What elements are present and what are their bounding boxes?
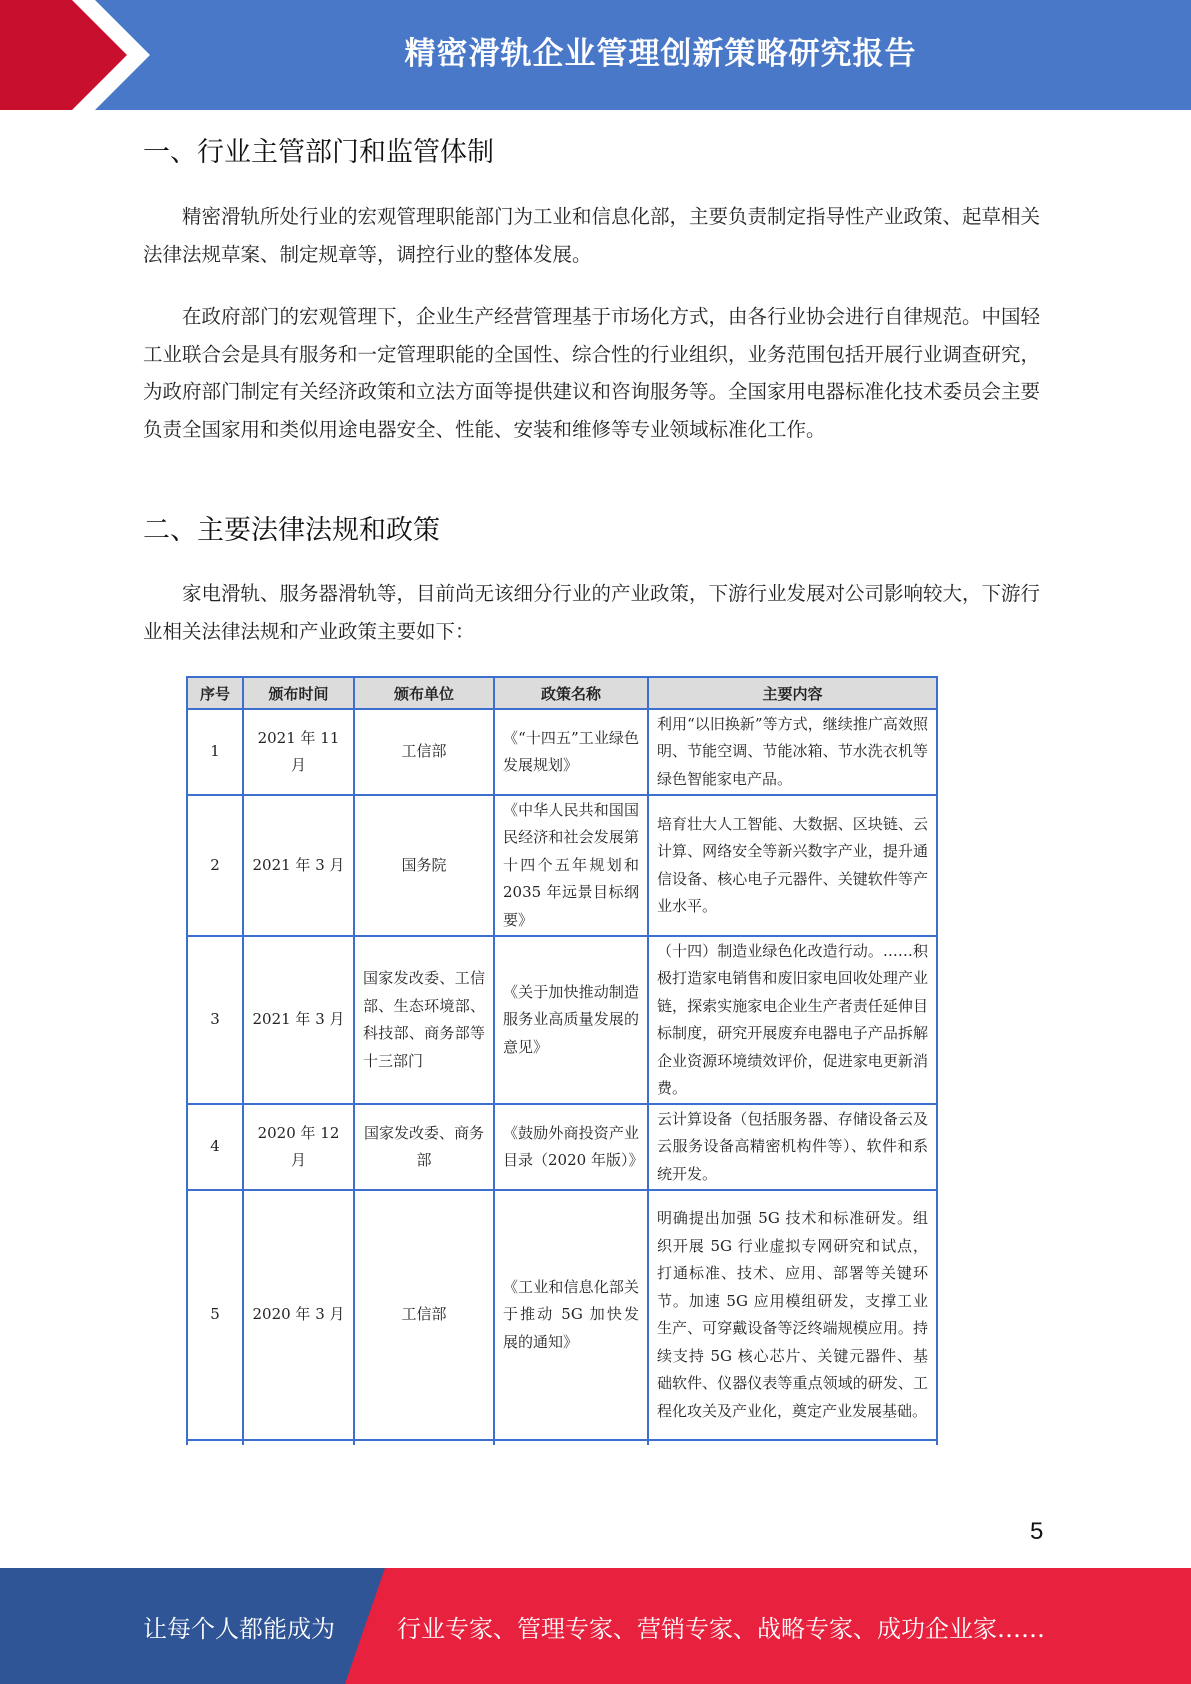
footer-slogan-right: 行业专家、管理专家、营销专家、战略专家、成功企业家…… <box>397 1614 1045 1643</box>
table-row <box>187 795 937 936</box>
cell-policy: 《“十四五”工业绿色发展规划》 <box>494 709 648 795</box>
footer-slogan-left: 让每个人都能成为 <box>143 1614 335 1643</box>
policy-table <box>186 676 938 1445</box>
section-heading-1: 一、行业主管部门和监管体制 <box>143 137 494 168</box>
section-1-paragraph-2: 在政府部门的宏观管理下，企业生产经营管理基于市场化方式，由各行业协会进行自律规范。中国轻工业联合会是具有服务和一定管理职能的全国性、综合性的行业组织，业务范围包括开展行业调查研究，为政府部门制定有关经济政策和立法方面等提供建议和咨询服务等。全国家用电器标准化技术委员会主要负责全国家用和类似用途电器安全、性能、安装和维修等专业领域标准化工作。 <box>143 305 1041 441</box>
page-number: 5 <box>1030 1518 1044 1545</box>
cell-index: 4 <box>187 1104 243 1190</box>
page-footer <box>0 1568 1191 1684</box>
cell-issuer: 国家发改委、工信部、生态环境部、科技部、商务部等十三部门 <box>354 936 494 1104</box>
cell-date: 2021 年 11 月 <box>243 709 354 795</box>
cell-policy: 《中华人民共和国国民经济和社会发展第十四个五年规划和 2035 年远景目标纲要》 <box>494 795 648 936</box>
red-arrow-icon <box>0 0 160 110</box>
cell-content: 培育壮大人工智能、大数据、区块链、云计算、网络安全等新兴数字产业，提升通信设备、核心电子元器件、关键软件等产业水平。 <box>648 795 937 936</box>
cell-content: 云计算设备（包括服务器、存储设备云及云服务设备高精密机构件等）、软件和系统开发。 <box>648 1104 937 1190</box>
section-2-paragraph-1: 家电滑轨、服务器滑轨等，目前尚无该细分行业的产业政策，下游行业发展对公司影响较大，下游行业相关法律法规和产业政策主要如下： <box>143 582 1041 643</box>
cell-date: 2020 年 3 月 <box>243 1190 354 1440</box>
table-header-row <box>187 677 937 709</box>
cell-index: 3 <box>187 936 243 1104</box>
cell-content: 利用“以旧换新”等方式，继续推广高效照明、节能空调、节能冰箱、节水洗衣机等绿色智能家电产品。 <box>648 709 937 795</box>
cell-issuer: 工信部 <box>354 1190 494 1440</box>
cell-date: 2020 年 12 月 <box>243 1104 354 1190</box>
column-header-issuer: 颁布单位 <box>354 677 494 709</box>
column-header-policy: 政策名称 <box>494 677 648 709</box>
column-header-date: 颁布时间 <box>243 677 354 709</box>
page-header <box>0 0 1191 110</box>
table-continuation-row <box>187 1440 937 1445</box>
cell-issuer: 国家发改委、商务部 <box>354 1104 494 1190</box>
cell-issuer: 工信部 <box>354 709 494 795</box>
cell-date: 2021 年 3 月 <box>243 795 354 936</box>
cell-index: 5 <box>187 1190 243 1440</box>
cell-date: 2021 年 3 月 <box>243 936 354 1104</box>
cell-policy: 《鼓励外商投资产业目录（2020 年版）》 <box>494 1104 648 1190</box>
report-title: 精密滑轨企业管理创新策略研究报告 <box>404 35 917 72</box>
column-header-content: 主要内容 <box>648 677 937 709</box>
cell-content: 明确提出加强 5G 技术和标准研发。组织开展 5G 行业虚拟专网研究和试点，打通标准、技术、应用、部署等关键环节。加速 5G 应用模组研发，支撑工业生产、可穿戴设备等泛终端规模应用。持续支持 5G 核心芯片、关键元器件、基础软件、仪器仪表等重点领域的研发、工程化攻关及产业化，奠定产业发展基础。 <box>648 1190 937 1440</box>
section-1-paragraph-1: 精密滑轨所处行业的宏观管理职能部门为工业和信息化部，主要负责制定指导性产业政策、起草相关法律法规草案、制定规章等，调控行业的整体发展。 <box>143 205 1041 266</box>
cell-index: 1 <box>187 709 243 795</box>
cell-issuer: 国务院 <box>354 795 494 936</box>
cell-policy: 《关于加快推动制造服务业高质量发展的意见》 <box>494 936 648 1104</box>
table-row <box>187 1104 937 1190</box>
cell-content: （十四）制造业绿色化改造行动。……积极打造家电销售和废旧家电回收处理产业链，探索实施家电企业生产者责任延伸目标制度，研究开展废弃电器电子产品拆解企业资源环境绩效评价，促进家电更新消费。 <box>648 936 937 1104</box>
section-heading-2: 二、主要法律法规和政策 <box>143 515 440 546</box>
table-row <box>187 709 937 795</box>
table-row <box>187 1190 937 1440</box>
table-row <box>187 936 937 1104</box>
cell-index: 2 <box>187 795 243 936</box>
column-header-index: 序号 <box>187 677 243 709</box>
cell-policy: 《工业和信息化部关于推动 5G 加快发展的通知》 <box>494 1190 648 1440</box>
